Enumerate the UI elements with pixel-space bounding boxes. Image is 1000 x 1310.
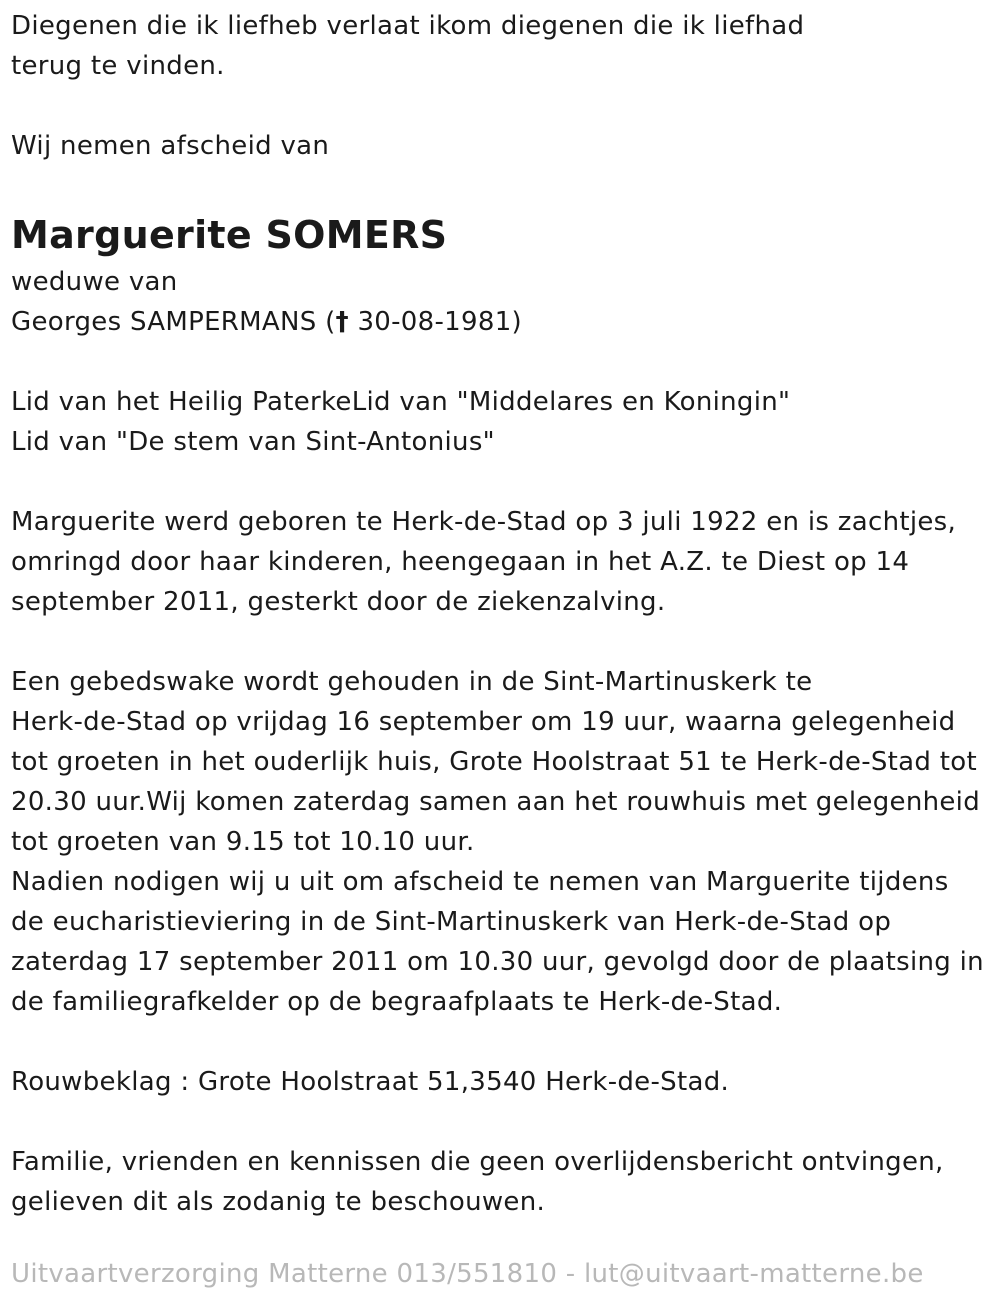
closing-line: gelieven dit als zodanig te beschouwen. — [11, 1187, 546, 1217]
membership-line: Lid van het Heilig PaterkeLid van "Middelares en Koningin" — [11, 387, 791, 417]
ceremony-line: de eucharistieviering in de Sint-Martinuskerk van Herk-de-Stad op — [11, 907, 892, 937]
spacer — [11, 1022, 991, 1062]
biography-line: Marguerite werd geboren te Herk-de-Stad op 3 juli 1922 en is zachtjes, — [11, 507, 957, 537]
ceremony-line: Een gebedswake wordt gehouden in de Sint-Martinuskerk te — [11, 667, 813, 697]
spacer — [11, 1102, 991, 1142]
ceremony-line: zaterdag 17 september 2011 om 10.30 uur, gevolgd door de plaatsing in — [11, 947, 984, 977]
biography-line: omringd door haar kinderen, heengegaan in het A.Z. te Diest op 14 — [11, 547, 910, 577]
spouse-death-date: 30-08-1981) — [348, 307, 522, 337]
spacer — [11, 342, 991, 382]
spacer — [11, 86, 991, 126]
deceased-name: Marguerite SOMERS — [11, 213, 448, 257]
ceremony-line: Herk-de-Stad op vrijdag 16 september om 19 uur, waarna gelegenheid — [11, 707, 956, 737]
closing-line: Familie, vrienden en kennissen die geen overlijdensbericht ontvingen, — [11, 1147, 944, 1177]
intro-line-2: terug te vinden. — [11, 51, 225, 81]
biography-line: september 2011, gesterkt door de ziekenzalving. — [11, 587, 666, 617]
farewell-line: Wij nemen afscheid van — [11, 131, 330, 161]
membership-line: Lid van "De stem van Sint-Antonius" — [11, 427, 495, 457]
obituary-document — [11, 6, 991, 1222]
ceremony-line: tot groeten van 9.15 tot 10.10 uur. — [11, 827, 475, 857]
ceremony-line: 20.30 uur.Wij komen zaterdag samen aan het rouwhuis met gelegenheid — [11, 787, 981, 817]
intro-line-1: Diegenen die ik liefheb verlaat ikom diegenen die ik liefhad — [11, 11, 805, 41]
condolences-line: Rouwbeklag : Grote Hoolstraat 51,3540 Herk-de-Stad. — [11, 1067, 730, 1097]
funeral-home-footer: Uitvaartverzorging Matterne 013/551810 - lut@uitvaart-matterne.be — [11, 1259, 924, 1289]
spouse-line — [11, 302, 991, 342]
spouse-name: Georges SAMPERMANS ( — [11, 307, 336, 337]
relation-line: weduwe van — [11, 267, 178, 297]
spacer — [11, 166, 991, 206]
ceremony-line: tot groeten in het ouderlijk huis, Grote Hoolstraat 51 te Herk-de-Stad tot — [11, 747, 977, 777]
spacer — [11, 462, 991, 502]
cross-icon: † — [335, 307, 349, 337]
ceremony-line: Nadien nodigen wij u uit om afscheid te nemen van Marguerite tijdens — [11, 867, 949, 897]
ceremony-line: de familiegrafkelder op de begraafplaats te Herk-de-Stad. — [11, 987, 783, 1017]
spacer — [11, 622, 991, 662]
